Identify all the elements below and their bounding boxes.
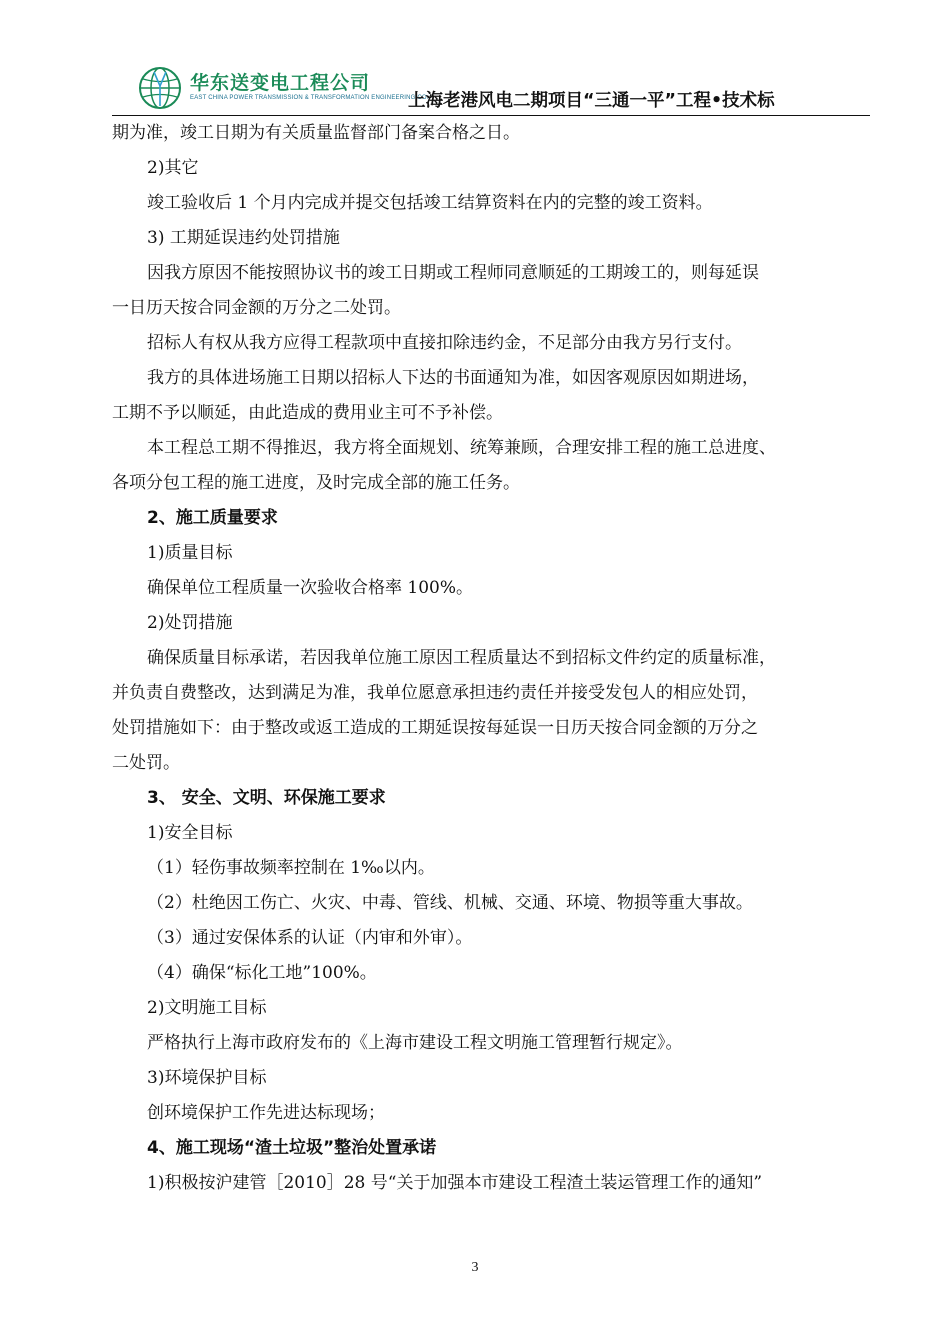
document-body — [112, 116, 872, 1201]
paragraph: 确保单位工程质量一次验收合格率 100%。 — [147, 578, 474, 598]
list-item: （4）确保“标化工地”100%。 — [147, 963, 377, 983]
paragraph: 本工程总工期不得推迟，我方将全面规划、统筹兼顾，合理安排工程的施工总进度、 — [147, 438, 776, 458]
paragraph: 处罚措施如下：由于整改或返工造成的工期延误按每延误一日历天按合同金额的万分之 — [112, 718, 758, 738]
list-item: （2）杜绝因工伤亡、火灾、中毒、管线、机械、交通、环境、物损等重大事故。 — [147, 893, 753, 913]
paragraph: 我方的具体进场施工日期以招标人下达的书面通知为准，如因客观原因如期进场， — [147, 368, 759, 388]
list-item: （3）通过安保体系的认证（内审和外审）。 — [147, 928, 473, 948]
subheading: 1)质量目标 — [147, 543, 233, 563]
paragraph: 创环境保护工作先进达标现场； — [147, 1103, 385, 1123]
company-logo-icon — [138, 66, 182, 110]
list-item: （1）轻伤事故频率控制在 1‰以内。 — [147, 858, 435, 878]
page-header — [0, 0, 950, 120]
paragraph: 确保质量目标承诺，若因我单位施工原因工程质量达不到招标文件约定的质量标准， — [147, 648, 776, 668]
paragraph: 严格执行上海市政府发布的《上海市建设工程文明施工管理暂行规定》。 — [147, 1033, 683, 1053]
paragraph: 招标人有权从我方应得工程款项中直接扣除违约金，不足部分由我方另行支付。 — [147, 333, 742, 353]
section-heading: 4、施工现场“渣土垃圾”整治处置承诺 — [147, 1138, 437, 1158]
section-heading: 3、 安全、文明、环保施工要求 — [147, 788, 386, 808]
paragraph: 1)积极按沪建管［2010］28 号“关于加强本市建设工程渣土装运管理工作的通知” — [147, 1173, 763, 1193]
paragraph: 一日历天按合同金额的万分之二处罚。 — [112, 298, 401, 318]
subheading: 2)处罚措施 — [147, 613, 233, 633]
paragraph: 二处罚。 — [112, 753, 180, 773]
subheading: 3) 工期延误违约处罚措施 — [147, 228, 340, 248]
subheading: 1)安全目标 — [147, 823, 233, 843]
subheading: 3)环境保护目标 — [147, 1068, 267, 1088]
section-heading: 2、施工质量要求 — [147, 508, 278, 528]
subheading: 2)文明施工目标 — [147, 998, 267, 1018]
page-number: 3 — [471, 1260, 479, 1275]
company-name-cn: 华东送变电工程公司 — [190, 72, 371, 94]
paragraph: 并负责自费整改，达到满足为准，我单位愿意承担违约责任并接受发包人的相应处罚， — [112, 683, 758, 703]
document-title: 上海老港风电二期项目“三通一平”工程•技术标 — [408, 91, 775, 111]
paragraph: 因我方原因不能按照协议书的竣工日期或工程师同意顺延的工期竣工的，则每延误 — [147, 263, 759, 283]
paragraph: 工期不予以顺延，由此造成的费用业主可不予补偿。 — [112, 403, 503, 423]
paragraph: 各项分包工程的施工进度，及时完成全部的施工任务。 — [112, 473, 520, 493]
subheading: 2)其它 — [147, 158, 199, 178]
company-name-en: EAST CHINA POWER TRANSMISSION & TRANSFORMATION ENGINEERING CO. — [190, 95, 429, 101]
paragraph: 竣工验收后 1 个月内完成并提交包括竣工结算资料在内的完整的竣工资料。 — [147, 193, 713, 213]
paragraph: 期为准，竣工日期为有关质量监督部门备案合格之日。 — [112, 123, 520, 143]
